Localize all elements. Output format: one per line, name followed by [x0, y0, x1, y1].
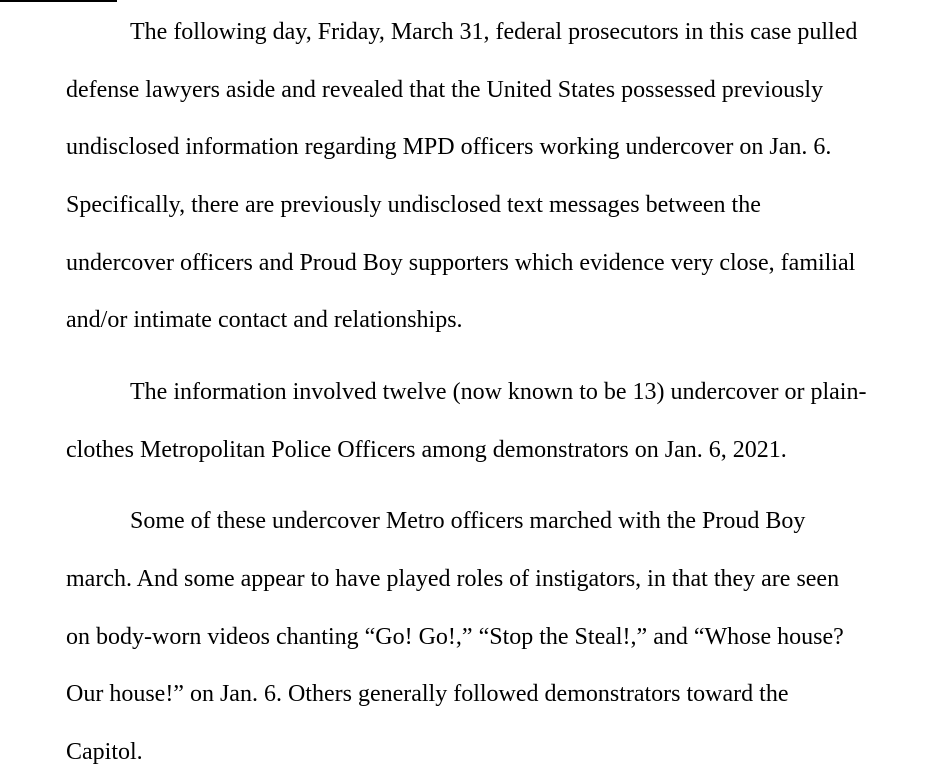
text-line: undercover officers and Proud Boy supporters which evidence very close, familial — [66, 250, 856, 276]
text-line: on body-worn videos chanting “Go! Go!,” “Stop the Steal!,” and “Whose house? — [66, 624, 844, 650]
text-line: and/or intimate contact and relationships. — [66, 307, 463, 333]
text-line: The information involved twelve (now known to be 13) undercover or plain- — [130, 379, 867, 405]
text-line: Specifically, there are previously undisclosed text messages between the — [66, 192, 761, 218]
text-line: The following day, Friday, March 31, federal prosecutors in this case pulled — [130, 19, 858, 45]
top-rule — [0, 0, 117, 2]
text-line: defense lawyers aside and revealed that the United States possessed previously — [66, 77, 824, 103]
text-line: Our house!” on Jan. 6. Others generally followed demonstrators toward the — [66, 681, 789, 707]
text-line: Capitol. — [66, 739, 143, 765]
text-line: march. And some appear to have played roles of instigators, in that they are seen — [66, 566, 840, 592]
text-line: Some of these undercover Metro officers marched with the Proud Boy — [130, 508, 806, 534]
text-line: clothes Metropolitan Police Officers among demonstrators on Jan. 6, 2021. — [66, 437, 787, 463]
text-line: undisclosed information regarding MPD officers working undercover on Jan. 6. — [66, 134, 832, 160]
